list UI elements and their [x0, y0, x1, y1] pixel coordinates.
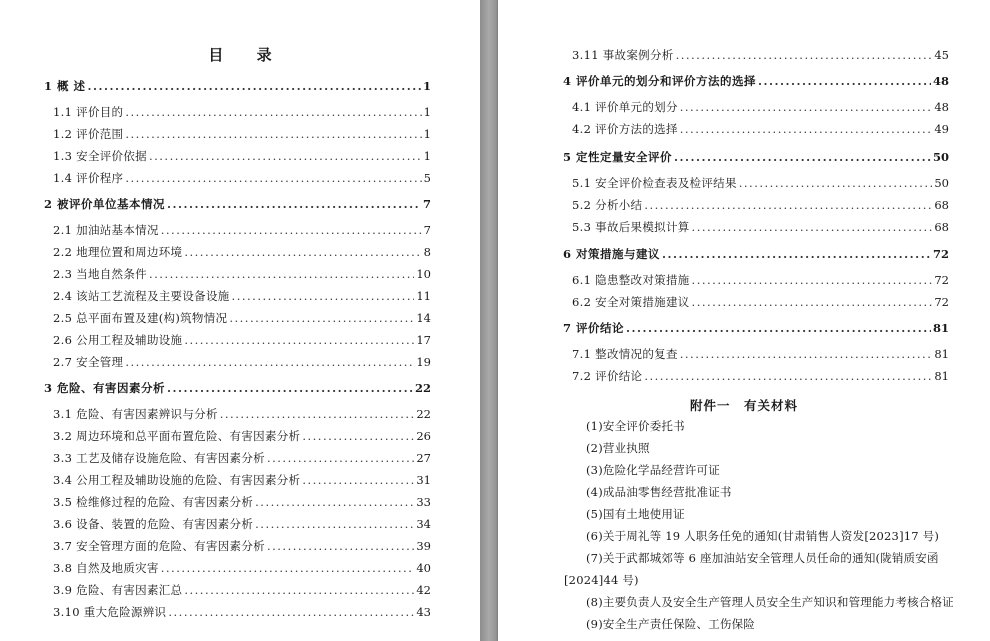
- toc-leader-dots: [674, 150, 931, 164]
- toc-leader-dots: [229, 311, 414, 325]
- toc-section-entry[interactable]: [53, 126, 431, 142]
- toc-leader-dots: [184, 333, 414, 347]
- toc-entry-label: 1.3 安全评价依据: [53, 149, 147, 163]
- toc-entry-label: 3.9 危险、有害因素汇总: [53, 583, 183, 597]
- toc-entry-label: 5.3 事故后果模拟计算: [572, 220, 690, 234]
- toc-entry-page: 68: [934, 220, 949, 234]
- toc-entry-page: 40: [416, 561, 431, 575]
- toc-chapter-entry[interactable]: [563, 73, 949, 89]
- toc-entry-page: 72: [934, 295, 949, 309]
- toc-entry-page: 7: [422, 197, 431, 211]
- toc-section-entry[interactable]: [53, 104, 431, 120]
- toc-section-entry[interactable]: [53, 604, 431, 620]
- toc-leader-dots: [644, 369, 932, 383]
- toc-section-entry[interactable]: [572, 197, 949, 213]
- toc-entry-page: 34: [416, 517, 431, 531]
- toc-entry-label: 4.2 评价方法的选择: [572, 122, 678, 136]
- toc-section-entry[interactable]: [53, 288, 431, 304]
- toc-entry-label: 1.2 评价范围: [53, 127, 124, 141]
- toc-leader-dots: [267, 451, 414, 465]
- toc-entry-page: 17: [416, 333, 431, 347]
- toc-leader-dots: [161, 561, 415, 575]
- toc-leader-dots: [184, 583, 414, 597]
- toc-entry-label: 5.2 分析小结: [572, 198, 643, 212]
- annex-item: (1)安全评价委托书: [586, 419, 685, 433]
- toc-section-entry[interactable]: [572, 99, 949, 115]
- toc-leader-dots: [88, 79, 421, 93]
- toc-leader-dots: [125, 127, 421, 141]
- toc-section-entry[interactable]: [53, 266, 431, 282]
- annex-title: 附件一 有关材料: [689, 398, 798, 413]
- toc-section-entry[interactable]: [572, 219, 949, 235]
- toc-chapter-entry[interactable]: [563, 246, 949, 262]
- toc-chapter-entry[interactable]: [44, 380, 431, 396]
- toc-chapter-entry[interactable]: [44, 196, 431, 212]
- toc-entry-label: 2.7 安全管理: [53, 355, 124, 369]
- toc-entry-label: 7.2 评价结论: [572, 369, 643, 383]
- toc-entry-label: 4 评价单元的划分和评价方法的选择: [563, 74, 757, 88]
- toc-entry-page: 81: [934, 347, 949, 361]
- toc-entry-page: 33: [416, 495, 431, 509]
- annex-item: (6)关于周礼等 19 人职务任免的通知(甘肃销售人资发[2023]17 号): [586, 529, 940, 543]
- toc-entry-page: 1: [423, 149, 431, 163]
- toc-leader-dots: [149, 267, 414, 281]
- toc-section-entry[interactable]: [53, 332, 431, 348]
- toc-entry-label: 3 危险、有害因素分析: [44, 381, 166, 395]
- toc-entry-page: 27: [416, 451, 431, 465]
- toc-entry-page: 45: [934, 48, 949, 62]
- toc-section-entry[interactable]: [53, 354, 431, 370]
- toc-leader-dots: [161, 223, 422, 237]
- toc-entry-page: 7: [423, 223, 431, 237]
- toc-entry-label: 1.1 评价目的: [53, 105, 124, 119]
- toc-entry-page: 1: [423, 105, 431, 119]
- toc-leader-dots: [184, 245, 421, 259]
- toc-entry-page: 19: [416, 355, 431, 369]
- toc-section-entry[interactable]: [53, 310, 431, 326]
- toc-section-entry[interactable]: [53, 428, 431, 444]
- toc-entry-label: 5.1 安全评价检查表及检评结果: [572, 176, 737, 190]
- toc-entry-page: 50: [934, 176, 949, 190]
- toc-entry-label: 4.1 评价单元的划分: [572, 100, 678, 114]
- toc-entry-page: 72: [934, 273, 949, 287]
- toc-entry-page: 10: [416, 267, 431, 281]
- toc-section-entry[interactable]: [53, 516, 431, 532]
- toc-leader-dots: [302, 473, 414, 487]
- annex-item: (7)关于武都城郊等 6 座加油站安全管理人员任命的通知(陇销质安函: [586, 551, 939, 565]
- toc-entry-label: 2.2 地理位置和周边环境: [53, 245, 183, 259]
- annex-item: [2024]44 号): [564, 573, 639, 587]
- toc-leader-dots: [662, 247, 931, 261]
- toc-entry-label: 3.7 安全管理方面的危险、有害因素分析: [53, 539, 265, 553]
- toc-entry-label: 1.4 评价程序: [53, 171, 124, 185]
- toc-entry-page: 11: [416, 289, 431, 303]
- toc-leader-dots: [680, 100, 933, 114]
- annex-item: (8)主要负责人及安全生产管理人员安全生产知识和管理能力考核合格证: [586, 595, 954, 609]
- toc-chapter-entry[interactable]: [44, 78, 431, 94]
- toc-section-entry[interactable]: [572, 346, 949, 362]
- toc-entry-page: 48: [934, 100, 949, 114]
- toc-entry-label: 6.2 安全对策措施建议: [572, 295, 690, 309]
- toc-page-left: [0, 0, 480, 641]
- toc-entry-label: 5 定性定量安全评价: [563, 150, 673, 164]
- page-gutter: [480, 0, 498, 641]
- toc-entry-label: 2.6 公用工程及辅助设施: [53, 333, 183, 347]
- toc-section-entry[interactable]: [53, 560, 431, 576]
- toc-leader-dots: [680, 347, 933, 361]
- toc-entry-label: 2 被评价单位基本情况: [44, 197, 166, 211]
- annex-item: (4)成品油零售经营批准证书: [586, 485, 732, 499]
- toc-leader-dots: [220, 407, 415, 421]
- toc-chapter-entry[interactable]: [563, 320, 949, 336]
- toc-section-entry[interactable]: [572, 47, 949, 63]
- toc-entry-page: 49: [934, 122, 949, 136]
- toc-leader-dots: [626, 321, 931, 335]
- toc-section-entry[interactable]: [53, 582, 431, 598]
- toc-entry-page: 81: [932, 321, 949, 335]
- toc-entry-page: 72: [932, 247, 949, 261]
- annex-item: (3)危险化学品经营许可证: [586, 463, 720, 477]
- toc-entry-label: 2.4 该站工艺流程及主要设备设施: [53, 289, 230, 303]
- toc-leader-dots: [125, 171, 421, 185]
- toc-entry-label: 6 对策措施与建议: [563, 247, 661, 261]
- toc-leader-dots: [149, 149, 422, 163]
- toc-section-entry[interactable]: [572, 175, 949, 191]
- toc-leader-dots: [676, 48, 933, 62]
- toc-section-entry[interactable]: [53, 170, 431, 186]
- toc-entry-label: 2.1 加油站基本情况: [53, 223, 159, 237]
- toc-section-entry[interactable]: [53, 244, 431, 260]
- toc-leader-dots: [168, 605, 414, 619]
- toc-leader-dots: [692, 273, 933, 287]
- toc-entry-page: 22: [414, 381, 431, 395]
- toc-entry-page: 5: [423, 171, 431, 185]
- toc-leader-dots: [125, 355, 414, 369]
- toc-leader-dots: [267, 539, 414, 553]
- toc-leader-dots: [302, 429, 414, 443]
- toc-entry-label: 1 概 述: [44, 79, 86, 93]
- annex-item: (5)国有土地使用证: [586, 507, 685, 521]
- toc-entry-page: 26: [416, 429, 431, 443]
- toc-entry-label: 3.1 危险、有害因素辨识与分析: [53, 407, 218, 421]
- toc-chapter-entry[interactable]: [563, 149, 949, 165]
- toc-entry-label: 3.6 设备、装置的危险、有害因素分析: [53, 517, 254, 531]
- toc-leader-dots: [644, 198, 932, 212]
- toc-entry-label: 7 评价结论: [563, 321, 625, 335]
- toc-entry-label: 3.4 公用工程及辅助设施的危险、有害因素分析: [53, 473, 301, 487]
- toc-entry-page: 48: [932, 74, 949, 88]
- toc-section-entry[interactable]: [53, 472, 431, 488]
- toc-leader-dots: [739, 176, 933, 190]
- toc-entry-page: 31: [416, 473, 431, 487]
- toc-leader-dots: [167, 197, 421, 211]
- toc-entry-page: 14: [416, 311, 431, 325]
- toc-leader-dots: [232, 289, 415, 303]
- toc-entry-label: 2.5 总平面布置及建(构)筑物情况: [53, 311, 228, 325]
- toc-entry-page: 42: [416, 583, 431, 597]
- annex-item: (2)营业执照: [586, 441, 650, 455]
- toc-section-entry[interactable]: [53, 148, 431, 164]
- toc-leader-dots: [692, 220, 933, 234]
- toc-entry-label: 3.11 事故案例分析: [572, 48, 674, 62]
- toc-section-entry[interactable]: [572, 272, 949, 288]
- toc-entry-label: 3.5 检维修过程的危险、有害因素分析: [53, 495, 254, 509]
- toc-leader-dots: [692, 295, 933, 309]
- toc-entry-label: 3.2 周边环境和总平面布置危险、有害因素分析: [53, 429, 301, 443]
- toc-leader-dots: [255, 495, 414, 509]
- toc-entry-page: 50: [932, 150, 949, 164]
- toc-entry-label: 3.3 工艺及储存设施危险、有害因素分析: [53, 451, 265, 465]
- toc-entry-page: 43: [416, 605, 431, 619]
- toc-entry-page: 81: [934, 369, 949, 383]
- toc-leader-dots: [125, 105, 421, 119]
- toc-section-entry[interactable]: [572, 368, 949, 384]
- toc-entry-page: 8: [423, 245, 431, 259]
- toc-section-entry[interactable]: [572, 294, 949, 310]
- toc-leader-dots: [255, 517, 414, 531]
- toc-entry-page: 1: [423, 127, 431, 141]
- toc-section-entry[interactable]: [53, 494, 431, 510]
- toc-section-entry[interactable]: [53, 450, 431, 466]
- toc-section-entry[interactable]: [53, 406, 431, 422]
- toc-leader-dots: [758, 74, 931, 88]
- toc-entry-label: 6.1 隐患整改对策措施: [572, 273, 690, 287]
- annex-item: (9)安全生产责任保险、工伤保险: [586, 617, 755, 631]
- toc-entry-label: 2.3 当地自然条件: [53, 267, 147, 281]
- toc-leader-dots: [167, 381, 413, 395]
- toc-title: 目 录: [208, 46, 286, 64]
- toc-entry-label: 3.10 重大危险源辨识: [53, 605, 167, 619]
- toc-page-right: [498, 0, 990, 641]
- toc-entry-page: 22: [416, 407, 431, 421]
- toc-section-entry[interactable]: [53, 222, 431, 238]
- toc-entry-page: 68: [934, 198, 949, 212]
- toc-entry-label: 7.1 整改情况的复查: [572, 347, 678, 361]
- toc-entry-page: 1: [422, 79, 431, 93]
- toc-entry-label: 3.8 自然及地质灾害: [53, 561, 159, 575]
- toc-section-entry[interactable]: [572, 121, 949, 137]
- toc-leader-dots: [680, 122, 933, 136]
- toc-section-entry[interactable]: [53, 538, 431, 554]
- toc-entry-page: 39: [416, 539, 431, 553]
